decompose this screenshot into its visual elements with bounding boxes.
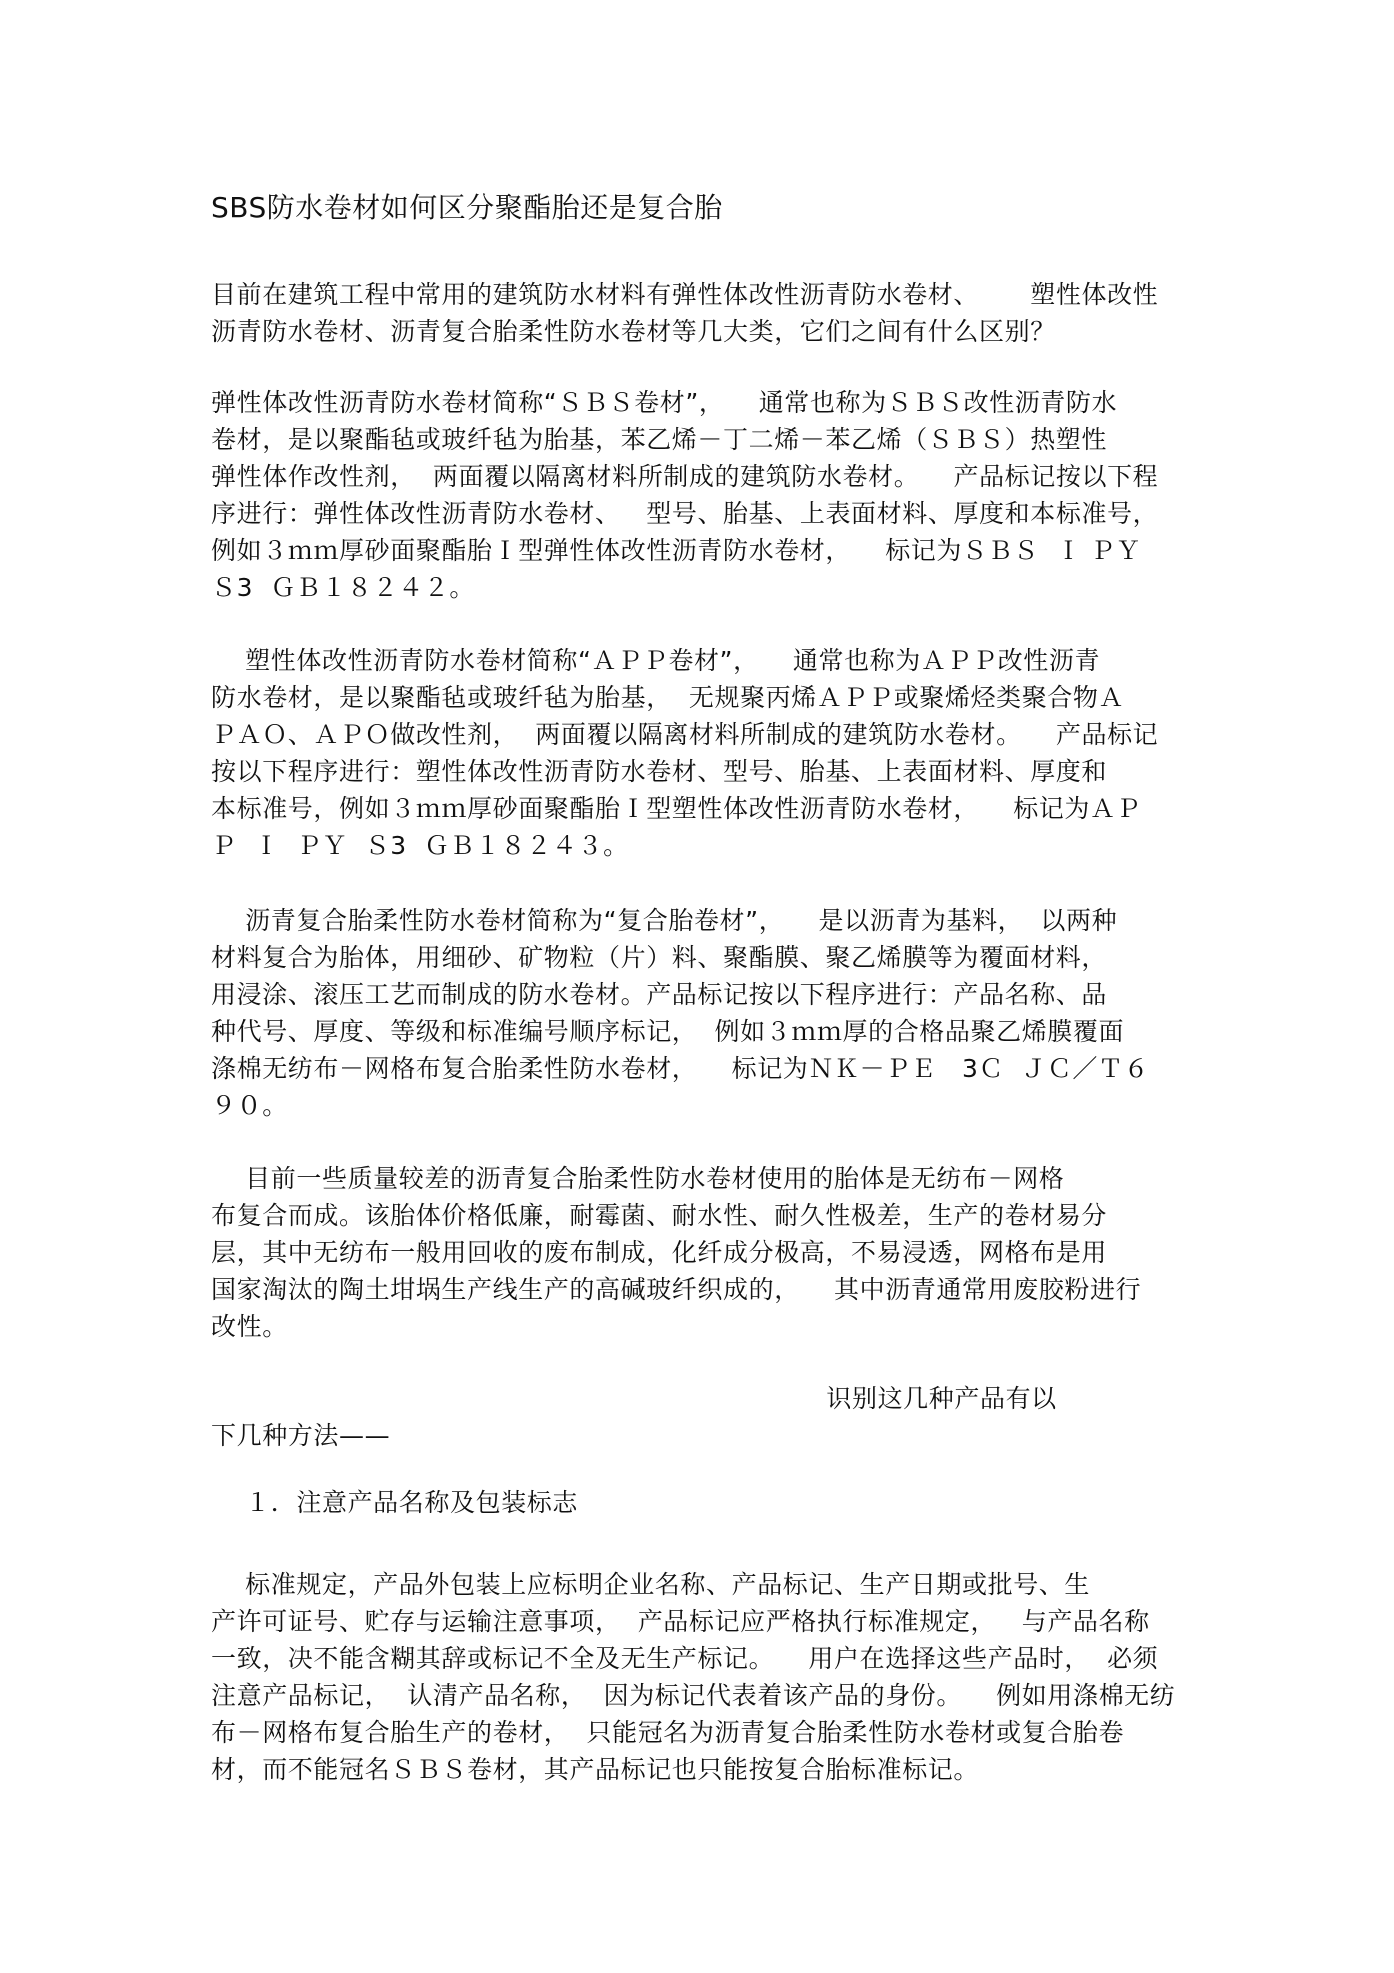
document-title: SBS防水卷材如何区分聚酯胎还是复合胎 [211, 191, 723, 224]
paragraph-standard [211, 1566, 1191, 1788]
text-line: 层，其中无纺布一般用回收的废布制成，化纤成分极高，不易浸透，网格布是用 [211, 1238, 1108, 1267]
paragraph-app [211, 642, 1191, 864]
text-line: 塑性体改性沥青防水卷材简称“ＡＰＰ卷材”， 通常也称为ＡＰＰ改性沥青 [211, 646, 1101, 675]
text-line: 材，而不能冠名ＳＢＳ卷材，其产品标记也只能按复合胎标准标记。 [211, 1755, 980, 1784]
paragraph-composite [211, 902, 1191, 1124]
text-line: ＰＡＯ、ＡＰＯ做改性剂， 两面覆以隔离材料所制成的建筑防水卷材。 产品标记 [211, 720, 1159, 749]
text-line: 按以下程序进行：塑性体改性沥青防水卷材、型号、胎基、上表面材料、厚度和 [211, 757, 1108, 786]
text-line: Ｓ3 ＧＢ１８２４２。 [211, 573, 476, 602]
text-line: 沥青复合胎柔性防水卷材简称为“复合胎卷材”， 是以沥青为基料， 以两种 [211, 906, 1118, 935]
text-line: 序进行：弹性体改性沥青防水卷材、 型号、胎基、上表面材料、厚度和本标准号， [211, 499, 1159, 528]
text-line: 卷材，是以聚酯毡或玻纤毡为胎基，苯乙烯－丁二烯－苯乙烯（ＳＢＳ）热塑性 [211, 425, 1108, 454]
text-line: ９０。 [211, 1091, 288, 1120]
text-line: 国家淘汰的陶土坩埚生产线生产的高碱玻纤织成的， 其中沥青通常用废胶粉进行 [211, 1275, 1142, 1304]
text-line: 产许可证号、贮存与运输注意事项， 产品标记应严格执行标准规定， 与产品名称 [211, 1607, 1150, 1636]
text-line: 一致，决不能含糊其辞或标记不全及无生产标记。 用户在选择这些产品时， 必须 [211, 1644, 1159, 1673]
text-line: 例如３ｍｍ厚砂面聚酯胎Ｉ型弹性体改性沥青防水卷材， 标记为ＳＢＳ Ｉ ＰＹ [211, 536, 1142, 565]
text-line: 种代号、厚度、等级和标准编号顺序标记， 例如３ｍｍ厚的合格品聚乙烯膜覆面 [211, 1017, 1125, 1046]
section-heading [211, 1484, 1191, 1521]
paragraph-intro [211, 276, 1191, 350]
paragraph-quality [211, 1160, 1191, 1345]
paragraph-sbs [211, 384, 1191, 606]
text-line: 防水卷材，是以聚酯毡或玻纤毡为胎基， 无规聚丙烯ＡＰＰ或聚烯烃类聚合物Ａ [211, 683, 1125, 712]
text-line: 下几种方法—— [211, 1421, 391, 1450]
text-line: 沥青防水卷材、沥青复合胎柔性防水卷材等几大类，它们之间有什么区别？ [211, 317, 1056, 346]
text-line: 用浸涂、滚压工艺而制成的防水卷材。产品标记按以下程序进行：产品名称、品 [211, 980, 1108, 1009]
text-line: 目前一些质量较差的沥青复合胎柔性防水卷材使用的胎体是无纺布－网格 [211, 1164, 1065, 1193]
text-line: 弹性体作改性剂， 两面覆以隔离材料所制成的建筑防水卷材。 产品标记按以下程 [211, 462, 1159, 491]
text-line: 涤棉无纺布－网格布复合胎柔性防水卷材， 标记为ＮＫ－ＰＥ 3Ｃ ＪＣ／Ｔ６ [211, 1054, 1150, 1083]
text-line: 弹性体改性沥青防水卷材简称“ＳＢＳ卷材”， 通常也称为ＳＢＳ改性沥青防水 [211, 388, 1118, 417]
text-line: 布复合而成。该胎体价格低廉，耐霉菌、耐水性、耐久性极差，生产的卷材易分 [211, 1201, 1108, 1230]
text-line: 注意产品标记， 认清产品名称， 因为标记代表着该产品的身份。 例如用涤棉无纺 [211, 1681, 1176, 1710]
text-line: 标准规定，产品外包装上应标明企业名称、产品标记、生产日期或批号、生 [211, 1570, 1090, 1599]
text-line: 本标准号，例如３ｍｍ厚砂面聚酯胎Ｉ型塑性体改性沥青防水卷材， 标记为ＡＰ [211, 794, 1142, 823]
text-line: 目前在建筑工程中常用的建筑防水材料有弹性体改性沥青防水卷材、 塑性体改性 [211, 280, 1159, 309]
text-line: １．注意产品名称及包装标志 [211, 1488, 578, 1517]
text-line: 布－网格布复合胎生产的卷材， 只能冠名为沥青复合胎柔性防水卷材或复合胎卷 [211, 1718, 1125, 1747]
text-line: 材料复合为胎体，用细砂、矿物粒（片）料、聚酯膜、聚乙烯膜等为覆面材料， [211, 943, 1108, 972]
paragraph-methods-intro [211, 1380, 1191, 1454]
text-line: 识别这几种产品有以 [211, 1384, 1057, 1413]
text-line: 改性。 [211, 1312, 288, 1341]
text-line: Ｐ Ｉ ＰＹ Ｓ3 ＧＢ１８２４３。 [211, 831, 629, 860]
